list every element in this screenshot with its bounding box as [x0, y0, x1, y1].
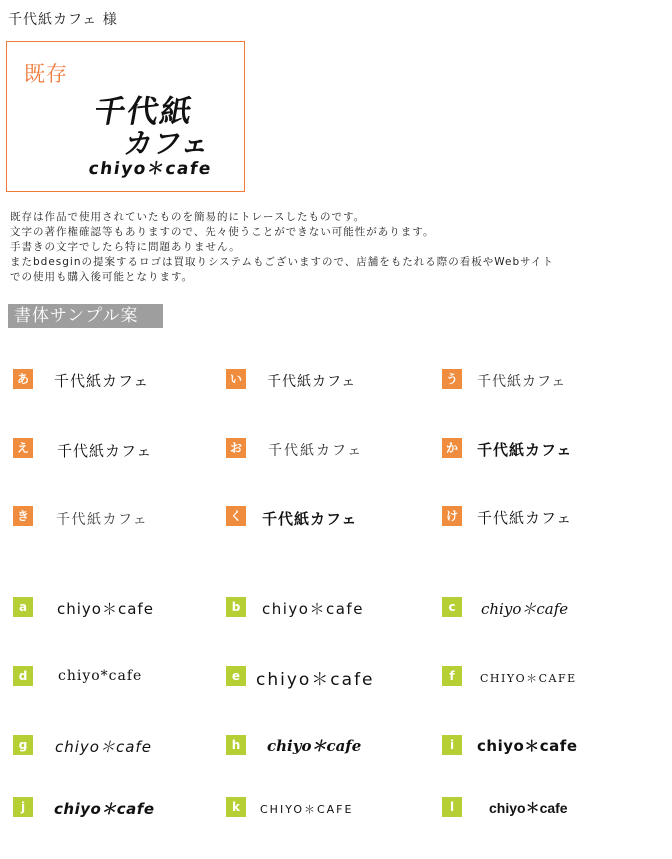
sample-text-k-latin: CHIYO＊CAFE	[260, 803, 354, 816]
sample-text-o-jp: 千代紙カフェ	[268, 443, 364, 459]
existing-label: 既存	[24, 62, 68, 86]
sample-text-h-latin: chiyo＊cafe	[267, 737, 362, 755]
sample-text-b-latin: chiyo＊cafe	[262, 600, 364, 618]
sample-badge: a	[13, 597, 33, 617]
sample-text-u-jp: 千代紙カフェ	[477, 374, 567, 390]
sample-text-a-latin: chiyo＊cafe	[57, 600, 154, 618]
description-line: 手書きの文字でしたら特に問題ありません。	[10, 241, 241, 253]
sample-badge: d	[13, 666, 33, 686]
sample-text-ke-jp: 千代紙カフェ	[477, 509, 573, 527]
description-line: 文字の著作権確認等もありますので、先々使うことができない可能性があります。	[10, 226, 435, 238]
sample-text-i-latin: chiyo＊cafe	[477, 737, 578, 755]
sample-text-g-latin: chiyo＊cafe	[55, 738, 152, 756]
sample-text-d-latin: chiyo*cafe	[58, 668, 143, 684]
sample-badge: き	[13, 506, 33, 526]
existing-logo-kanji: 千代紙	[91, 94, 197, 130]
description-line: またbdesginの提案するロゴは買取りシステムもございますので、店舗をもたれる際の看板やWebサイト	[10, 256, 554, 268]
sample-badge: お	[226, 438, 246, 458]
description-line: 既存は作品で使用されていたものを簡易的にトレースしたものです。	[10, 211, 366, 223]
sample-badge: k	[226, 797, 246, 817]
description-text	[10, 210, 670, 285]
sample-badge: け	[442, 506, 462, 526]
sample-badge: い	[226, 369, 246, 389]
sample-text-i-jp: 千代紙カフェ	[267, 374, 357, 390]
sample-text-ki-jp: 千代紙カフェ	[56, 512, 149, 528]
client-title: 千代紙カフェ 様	[8, 12, 118, 28]
existing-logo-box	[6, 41, 245, 192]
sample-badge: g	[13, 735, 33, 755]
sample-text-f-latin: CHIYO＊CAFE	[480, 672, 577, 685]
sample-badge: う	[442, 369, 462, 389]
sample-text-ka-jp: 千代紙カフェ	[477, 441, 573, 459]
sample-badge: く	[226, 506, 246, 526]
sample-badge: e	[226, 666, 246, 686]
sample-badge: え	[13, 438, 33, 458]
sample-text-e-jp: 千代紙カフェ	[57, 442, 153, 460]
sample-badge: あ	[13, 369, 33, 389]
sample-badge: か	[442, 438, 462, 458]
sample-badge: b	[226, 597, 246, 617]
existing-logo-katakana: カフェ	[121, 127, 214, 160]
sample-badge: c	[442, 597, 462, 617]
sample-badge: f	[442, 666, 462, 686]
sample-text-ku-jp: 千代紙カフェ	[262, 510, 358, 528]
section-title: 書体サンプル案	[8, 304, 163, 328]
sample-badge: i	[442, 735, 462, 755]
sample-text-a-jp: 千代紙カフェ	[54, 372, 150, 390]
sample-text-j-latin: chiyo＊cafe	[54, 800, 155, 818]
sample-text-l-latin: chiyo＊cafe	[489, 800, 568, 816]
sample-text-c-latin: chiyo＊cafe	[481, 600, 569, 618]
sample-badge: l	[442, 797, 462, 817]
sample-badge: h	[226, 735, 246, 755]
sample-text-e-latin: chiyo＊cafe	[256, 670, 375, 690]
existing-logo-latin: chiyo＊cafe	[87, 159, 214, 179]
sample-badge: j	[13, 797, 33, 817]
description-line: での使用も購入後可能となります。	[10, 271, 194, 283]
